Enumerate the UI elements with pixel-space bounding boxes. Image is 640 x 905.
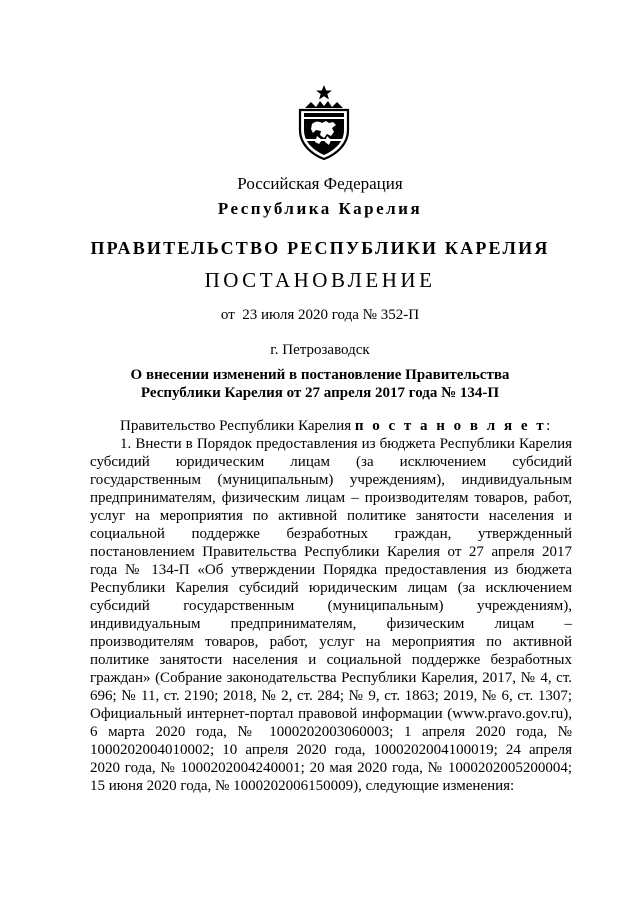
document-body: [90, 417, 572, 795]
republic-name: Республика Карелия: [217, 199, 423, 218]
country-name: Российская Федерация: [237, 174, 403, 193]
government-name: ПРАВИТЕЛЬСТВО РЕСПУБЛИКИ КАРЕЛИЯ: [90, 238, 550, 258]
intro-end: :: [546, 418, 551, 434]
karelia-coat-of-arms-icon: [297, 84, 351, 160]
intro-verb: п о с т а н о в л я е т: [354, 418, 547, 434]
document-title: [0, 366, 640, 402]
paragraph-1: 1. Внести в Порядок предоставления из бюджета Республики Карелия субсидий юридическим лицам (за исключением субсидий государственным (муниципальным) учреждениям), индивидуальным предпринимателям, физическим лицам – производителям товаров, работ, услуг на мероприятия по активной политике занятости населения и социальной поддержке безработных граждан, утвержденный постановлением Правительства Республики Карелия от 27 апреля 2017 года № 134-П «Об утверждении Порядка предоставления из бюджета Республики Карелия субсидий юридическим лицам (за исключением субсидий государственным (муниципальным) учреждениям), индивидуальным предпринимателям, физическим лицам – производителям товаров, работ, услуг на мероприятия по активной политике занятости населения и социальной поддержке безработных граждан» (Собрание законодательства Республики Карелия, 2017, № 4, ст. 696; № 11, ст. 2190; 2018, № 2, ст. 284; № 9, ст. 1863; 2019, № 6, ст. 1307; Официальный интернет-портал правовой информации (www.pravo.gov.ru), 6 марта 2020 года, № 1000202003060003; 1 апреля 2020 года, № 1000202004010002; 10 апреля 2020 года, 1000202004100019; 24 апреля 2020 года, № 1000202004240001; 20 мая 2020 года, № 1000202005200004; 15 июня 2020 года, № 1000202006150009), следующие изменения:: [90, 436, 572, 794]
document-city: г. Петрозаводск: [270, 342, 370, 358]
title-line-2: Республики Карелия от 27 апреля 2017 года № 134-П: [140, 385, 500, 401]
intro-text: Правительство Республики Карелия: [120, 418, 355, 434]
document-date: от 23 июля 2020 года № 352-П: [220, 307, 420, 323]
document-type: ПОСТАНОВЛЕНИЕ: [204, 268, 436, 292]
title-line-1: О внесении изменений в постановление Правительства: [130, 367, 510, 383]
intro-paragraph: [90, 417, 572, 435]
